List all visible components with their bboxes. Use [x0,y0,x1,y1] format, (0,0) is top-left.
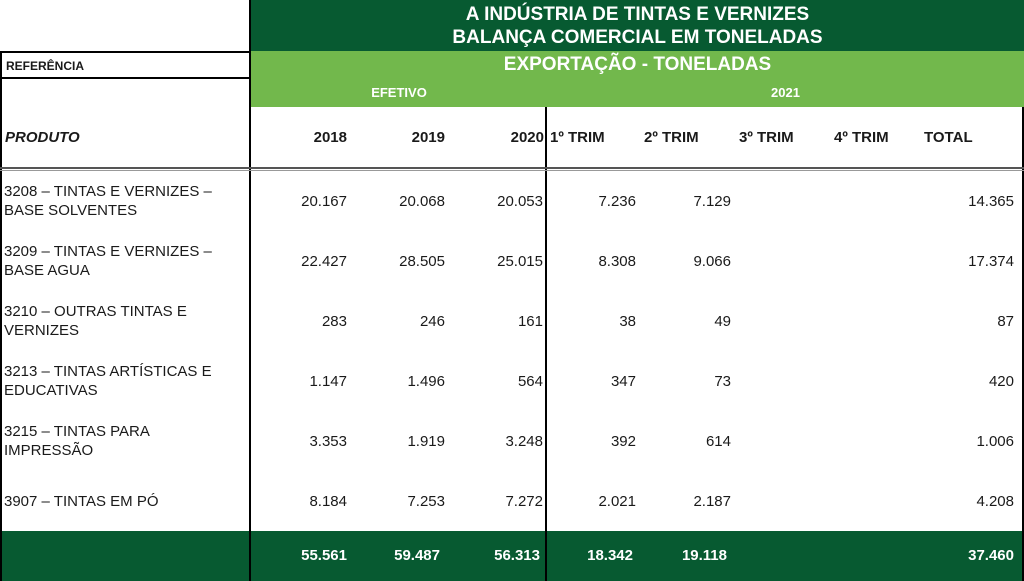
header-produto: PRODUTO [5,129,80,146]
value-y2018: 283 [321,312,347,330]
value-t3 [735,351,825,411]
header-1-trim: 1º TRIM [550,129,605,146]
total-4-trim [830,531,920,581]
value-t1: 347 [610,372,636,390]
product-name-line-2: BASE SOLVENTES [4,202,138,219]
value-y2020: 7.272 [505,492,543,510]
value-t1: 8.308 [598,252,636,270]
header-2020: 2020 [510,129,544,146]
header-2-trim: 2º TRIM [644,129,699,146]
value-total: 14.365 [968,192,1014,210]
value-t2: 614 [705,432,731,450]
value-t2: 7.129 [693,192,731,210]
total-2018: 55.561 [301,547,347,564]
value-t3 [735,171,825,231]
value-y2019: 7.253 [407,492,445,510]
value-t4 [830,171,920,231]
value-y2018: 20.167 [301,192,347,210]
product-name-line-1: 3209 – TINTAS E VERNIZES – [4,243,212,260]
value-y2020: 564 [517,372,543,390]
value-t4 [830,231,920,291]
value-t1: 7.236 [598,192,636,210]
value-t2: 73 [714,372,731,390]
value-y2019: 1.919 [407,432,445,450]
value-y2019: 28.505 [399,252,445,270]
grid-line [545,107,547,581]
header-3-trim: 3º TRIM [739,129,794,146]
total-total: 37.460 [968,547,1014,564]
totals-row [0,531,1024,581]
value-y2018: 1.147 [309,372,347,390]
grid-line [0,167,1024,169]
product-name-line-1: 3213 – TINTAS ARTÍSTICAS E [4,363,212,380]
total-3-trim [735,531,825,581]
value-t3 [735,471,825,531]
total-2019: 59.487 [394,547,440,564]
total-1-trim: 18.342 [587,547,633,564]
efetivo-band: EFETIVO [251,79,547,107]
value-y2019: 20.068 [399,192,445,210]
header-2019: 2019 [411,129,445,146]
value-t4 [830,351,920,411]
value-t4 [830,291,920,351]
value-t3 [735,291,825,351]
value-y2020: 20.053 [497,192,543,210]
value-t3 [735,231,825,291]
year-2021-band: 2021 [547,79,1024,107]
product-name-line-2: IMPRESSÃO [4,442,94,459]
table-row [0,291,1024,351]
total-2-trim: 19.118 [681,547,727,564]
header-2018: 2018 [313,129,347,146]
value-t1: 38 [619,312,636,330]
product-name-line-2: EDUCATIVAS [4,382,98,399]
value-y2020: 25.015 [497,252,543,270]
title-line-2: BALANÇA COMERCIAL EM TONELADAS [452,27,823,48]
table-row [0,351,1024,411]
table-row [0,171,1024,231]
header-row [0,107,1024,169]
value-y2020: 161 [517,312,543,330]
table-row [0,411,1024,471]
grid-line [0,79,2,581]
value-total: 87 [997,312,1014,330]
exportacao-band: EXPORTAÇÃO - TONELADAS [251,51,1024,79]
grid-line [0,170,1024,171]
value-total: 420 [988,372,1014,390]
title-line-1: A INDÚSTRIA DE TINTAS E VERNIZES [465,4,810,25]
value-total: 4.208 [976,492,1014,510]
product-name [4,351,244,411]
value-t2: 2.187 [693,492,731,510]
value-t2: 49 [714,312,731,330]
product-name-line-1: 3208 – TINTAS E VERNIZES – [4,183,212,200]
header-total: TOTAL [924,129,973,146]
product-name [4,411,244,471]
product-name [4,171,244,231]
table-title [251,0,1024,51]
referencia-label: REFERÊNCIA [0,51,251,79]
product-name [4,471,244,531]
total-2020: 56.313 [494,547,540,564]
value-total: 1.006 [976,432,1014,450]
value-t1: 392 [610,432,636,450]
header-4-trim: 4º TRIM [834,129,889,146]
value-t2: 9.066 [693,252,731,270]
value-y2018: 8.184 [309,492,347,510]
product-name [4,231,244,291]
grid-line [249,0,251,581]
value-t4 [830,411,920,471]
value-y2019: 1.496 [407,372,445,390]
product-name [4,291,244,351]
product-name-line-1: 3210 – OUTRAS TINTAS E [4,303,187,320]
value-y2018: 22.427 [301,252,347,270]
value-y2019: 246 [419,312,445,330]
table-row [0,231,1024,291]
value-t1: 2.021 [598,492,636,510]
value-t3 [735,411,825,471]
value-t4 [830,471,920,531]
product-name-line-1: 3215 – TINTAS PARA [4,423,150,440]
product-name-line-2: VERNIZES [4,322,80,339]
value-y2018: 3.353 [309,432,347,450]
value-total: 17.374 [968,252,1014,270]
table-row [0,471,1024,531]
product-name-line-1: 3907 – TINTAS EM PÓ [4,492,159,510]
value-y2020: 3.248 [505,432,543,450]
product-name-line-2: BASE AGUA [4,262,90,279]
